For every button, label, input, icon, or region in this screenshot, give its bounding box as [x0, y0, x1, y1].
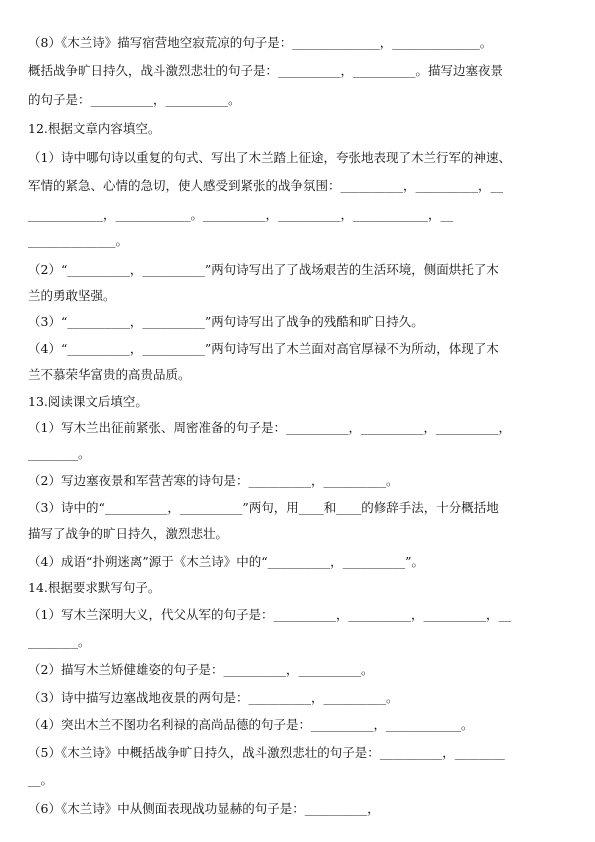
- line-text: （4）突出木兰不图功名利禄的高尚品德的句子是：__________，____________。: [28, 717, 474, 732]
- text-line: [28, 662, 581, 678]
- text-line: [28, 446, 581, 462]
- text-line: [28, 207, 581, 223]
- line-text: （3）诗中描写边塞战地夜景的两句是：__________，__________。: [28, 690, 399, 705]
- line-text: （4）“__________，__________”两句诗写出了木兰面对高官厚禄不为所动，体现了木: [28, 341, 499, 356]
- line-text: （5）《木兰诗》中概括战争旷日持久，战斗激烈悲壮的句子是：__________，________: [28, 745, 505, 760]
- text-line: [28, 554, 581, 570]
- line-text: （2）“__________，__________”两句诗写出了了战场艰苦的生活环境，侧面烘托了木: [28, 262, 499, 277]
- line-text: （8）《木兰诗》描写宿营地空寂荒凉的句子是：______________，______________。: [28, 35, 493, 50]
- text-line: [28, 63, 581, 79]
- line-text: （4）成语“扑朔迷离”源于《木兰诗》中的“__________，__________”。: [28, 554, 425, 569]
- line-text: 概括战争旷日持久，战斗激烈悲壮的句子是：__________，__________。描写边塞夜景: [28, 63, 504, 78]
- line-text: ________。: [28, 634, 91, 649]
- text-line: [28, 607, 581, 623]
- line-text: （3）“__________，__________”两句诗写出了战争的残酷和旷日持久。: [28, 314, 424, 329]
- text-line: [28, 341, 581, 357]
- text-line: [28, 35, 581, 51]
- line-text: 兰不慕荣华富贵的高贵品质。: [28, 367, 191, 382]
- text-line: [28, 801, 581, 817]
- line-text: 13.阅读课文后填空。: [28, 394, 148, 409]
- text-line: [28, 288, 581, 304]
- line-text: 14.根据要求默写句子。: [28, 580, 161, 595]
- text-line: [28, 500, 581, 516]
- text-line: [28, 772, 581, 788]
- line-text: 12.根据文章内容填空。: [28, 121, 161, 136]
- text-line: [28, 420, 581, 436]
- text-line: [28, 262, 581, 278]
- line-text: __。: [28, 772, 54, 787]
- text-line: [28, 314, 581, 330]
- line-text: ________。: [28, 446, 91, 461]
- line-text: 的句子是：__________，__________。: [28, 92, 241, 107]
- line-text: （1）诗中哪句诗以重复的句式、写出了木兰踏上征途，夸张地表现了木兰行军的神速、: [28, 150, 511, 165]
- line-text: 描写了战争的旷日持久，激烈悲壮。: [28, 526, 229, 541]
- question-heading: [28, 121, 581, 137]
- line-text: （3）诗中的“__________，__________”两句，用____和____的修辞手法，十分概括地: [28, 500, 499, 515]
- text-line: [28, 367, 581, 383]
- line-text: （1）写木兰深明大义，代父从军的句子是：__________，__________，__________，__: [28, 607, 511, 622]
- question-heading: [28, 580, 581, 596]
- text-line: [28, 178, 581, 194]
- line-text: ____________，____________。__________，__________，____________，__: [28, 207, 454, 222]
- text-line: [28, 473, 581, 489]
- text-line: [28, 150, 581, 166]
- text-line: [28, 92, 581, 108]
- line-text: （2）描写木兰矫健雄姿的句子是：__________，__________。: [28, 662, 374, 677]
- question-heading: [28, 394, 581, 410]
- text-line: [28, 717, 581, 733]
- line-text: （2）写边塞夜景和军营苦寒的诗句是：__________，__________。: [28, 473, 399, 488]
- line-text: ______________。: [28, 233, 129, 248]
- text-line: [28, 526, 581, 542]
- text-line: [28, 233, 581, 249]
- line-text: （1）写木兰出征前紧张、周密准备的句子是：__________，__________，__________，: [28, 420, 511, 435]
- text-line: [28, 690, 581, 706]
- line-text: 兰的勇敢坚强。: [28, 288, 116, 303]
- line-text: 军情的紧急、心情的急切，使人感受到紧张的战争氛围：__________，__________，__: [28, 178, 504, 193]
- text-line: [28, 634, 581, 650]
- line-text: （6）《木兰诗》中从侧面表现战功显赫的句子是：__________，: [28, 801, 380, 816]
- text-line: [28, 745, 581, 761]
